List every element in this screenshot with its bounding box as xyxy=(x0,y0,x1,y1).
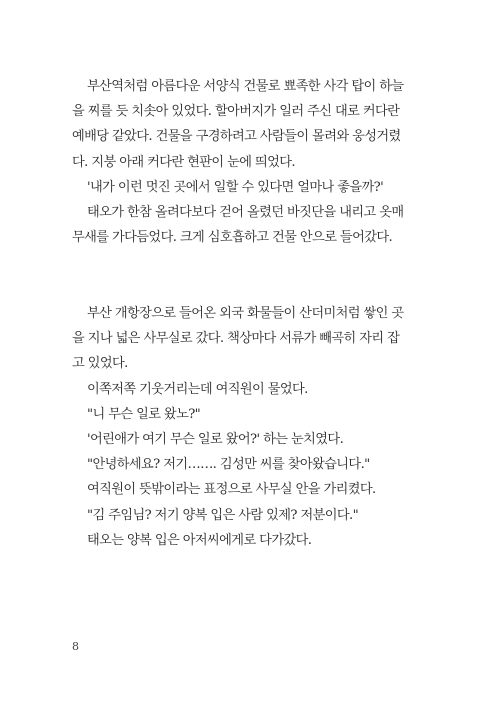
text-line: 부산 개항장으로 들어온 외국 화물들이 산더미처럼 쌓인 곳 xyxy=(87,306,404,321)
text-line: 을 지나 넓은 사무실로 갔다. 책상마다 서류가 빼곡히 자리 잡 xyxy=(72,331,400,347)
text-line: "김 주임님? 저기 양복 입은 사람 있제? 저분이다." xyxy=(87,507,359,523)
text-line: 고 있었다. xyxy=(72,356,128,372)
paragraph-block-2 xyxy=(72,301,432,553)
text-line: 여직원이 뜻밖이라는 표정으로 사무실 안을 가리켰다. xyxy=(87,482,376,498)
text-line: 부산역처럼 아름다운 서양식 건물로 뾰족한 사각 탑이 하늘 xyxy=(87,79,404,94)
text-line: 태오가 한참 올려다보다 걷어 올렸던 바짓단을 내리고 옷매 xyxy=(87,205,404,221)
text-line: 예배당 같았다. 건물을 구경하려고 사람들이 몰려와 웅성거렸 xyxy=(72,129,401,145)
text-line: 이쪽저쪽 기웃거리는데 여직원이 물었다. xyxy=(87,381,308,397)
text-line: 무새를 가다듬었다. 크게 심호흡하고 건물 안으로 들어갔다. xyxy=(72,230,393,246)
text-line: '어린애가 여기 무슨 일로 왔어?' 하는 눈치였다. xyxy=(87,432,344,448)
paragraph-block-1 xyxy=(72,74,432,250)
text-line: 다. 지붕 아래 커다란 현판이 눈에 띄었다. xyxy=(72,154,295,170)
text-line: 태오는 양복 입은 아저씨에게로 다가갔다. xyxy=(87,532,312,548)
text-line: 을 찌를 듯 치솟아 있었다. 할아버지가 일러 주신 대로 커다란 xyxy=(72,104,400,120)
text-line: "니 무슨 일로 왔노?" xyxy=(87,406,201,422)
text-line: '내가 이런 멋진 곳에서 일할 수 있다면 얼마나 좋을까?' xyxy=(87,179,384,195)
text-line: "안녕하세요? 저기……. 김성만 씨를 찾아왔습니다." xyxy=(87,457,370,473)
page-number: 8 xyxy=(72,640,79,653)
